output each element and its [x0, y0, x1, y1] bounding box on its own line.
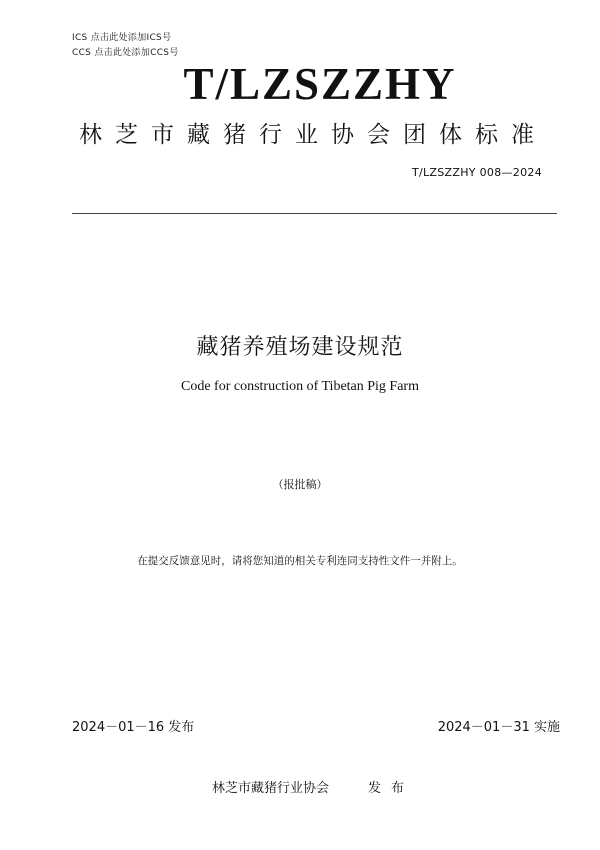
issue-date: 2024－01－16 发布	[72, 720, 195, 735]
implementation-date: 2024－01－31 实施	[437, 720, 560, 735]
standard-code: T/LZSZZHY	[183, 59, 457, 109]
standard-number: T/LZSZZHY 008—2024	[411, 166, 542, 179]
draft-status: （报批稿）	[272, 478, 328, 491]
publisher-name: 林芝市藏猪行业协会	[212, 781, 330, 796]
patent-notice: 在提交反馈意见时，请将您知道的相关专利连同支持性文件一并附上。	[137, 555, 463, 567]
organization-standard-title: 林芝市藏猪行业协会团体标准	[79, 122, 547, 148]
document-title-english: Code for construction of Tibetan Pig Farm	[181, 379, 419, 394]
publish-label: 发布	[368, 781, 415, 796]
document-title-chinese: 藏猪养殖场建设规范	[196, 335, 404, 360]
ccs-number: CCS 点击此处添加CCS号	[72, 48, 179, 58]
header-divider	[72, 213, 557, 214]
ics-number: ICS 点击此处添加ICS号	[72, 33, 172, 43]
